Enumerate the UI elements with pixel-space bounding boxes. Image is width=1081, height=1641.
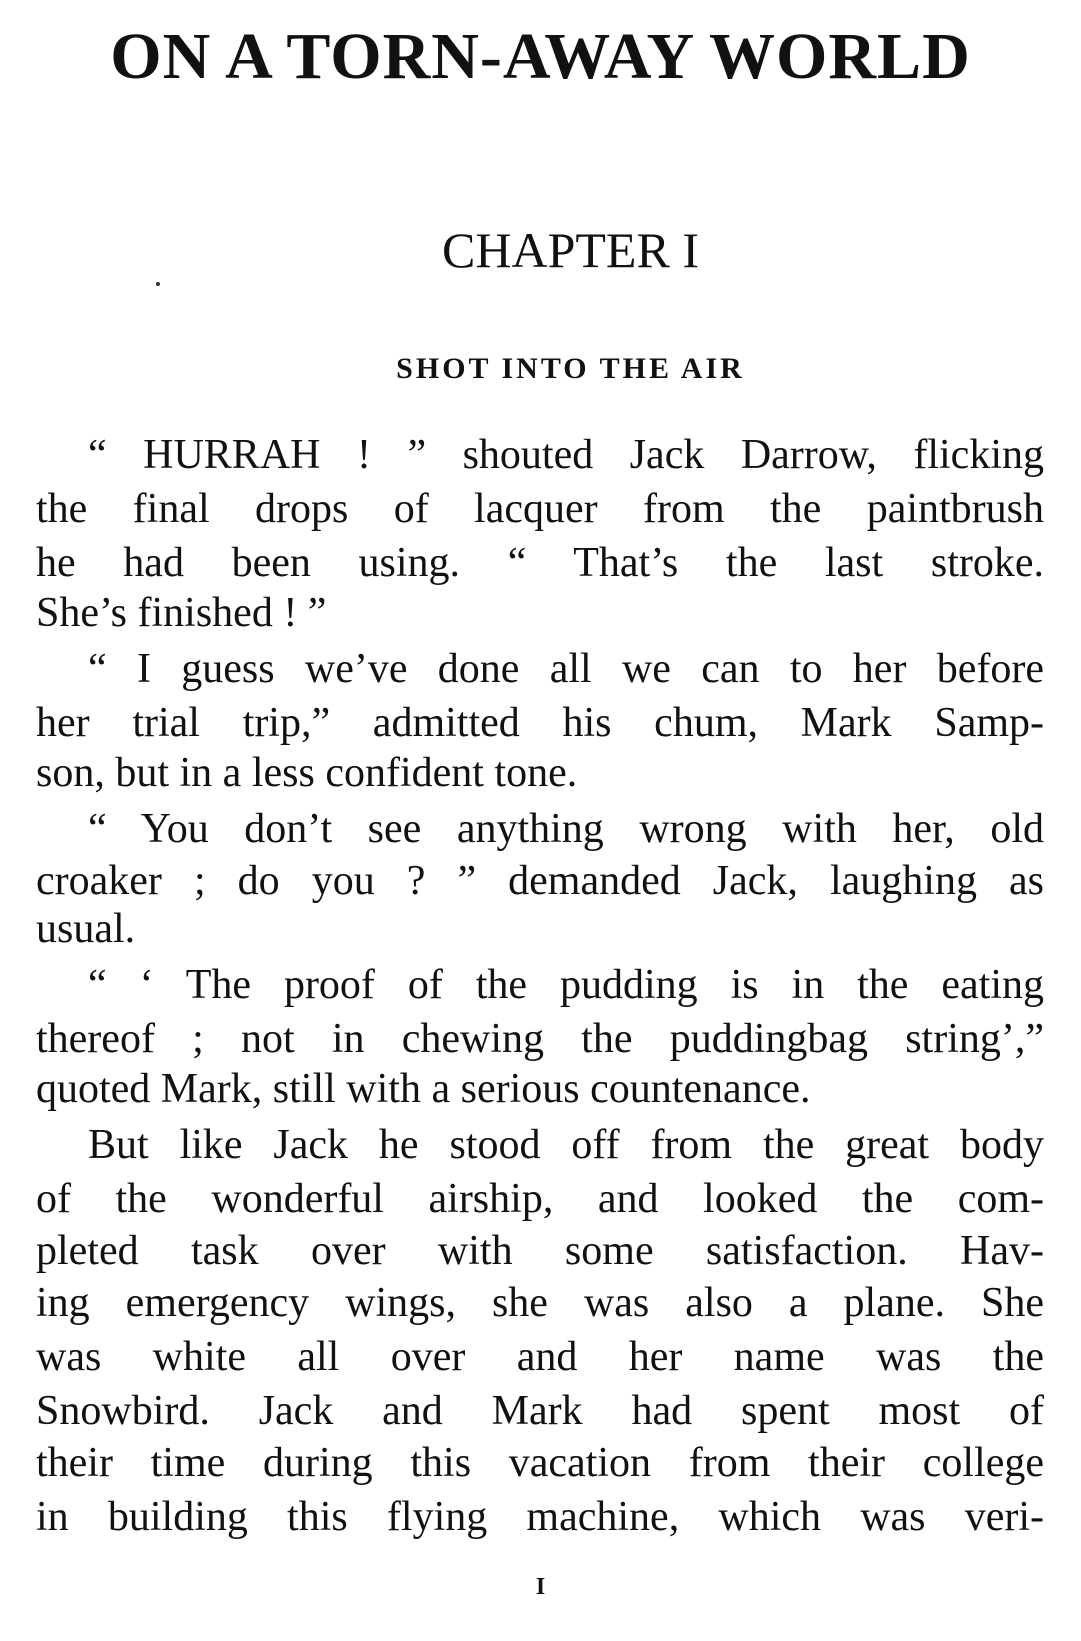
text-line: “ You don’t see anything wrong with her, old [88, 806, 1044, 852]
running-book-title: ON A TORN-AWAY WORLD [110, 20, 971, 93]
chapter-title: SHOT INTO THE AIR [396, 352, 745, 385]
text-line: thereof ; not in chewing the puddingbag string’,” [36, 1016, 1044, 1062]
ink-speck [156, 282, 160, 286]
text-line: son, but in a less confident tone. [36, 750, 578, 796]
text-line: “ I guess we’ve done all we can to her before [88, 646, 1044, 692]
text-line: “ HURRAH ! ” shouted Jack Darrow, flicking [88, 432, 1044, 478]
text-line: quoted Mark, still with a serious countenance. [36, 1066, 811, 1112]
text-line: the final drops of lacquer from the paintbrush [36, 486, 1044, 532]
text-line: croaker ; do you ? ” demanded Jack, laughing as [36, 858, 1044, 904]
text-line: “ ‘ The proof of the pudding is in the eating [88, 962, 1044, 1008]
text-line: of the wonderful airship, and looked the com- [36, 1176, 1044, 1222]
text-line: Snowbird. Jack and Mark had spent most of [36, 1388, 1044, 1434]
text-line: their time during this vacation from their college [36, 1440, 1044, 1486]
text-line: But like Jack he stood off from the great body [88, 1122, 1044, 1168]
text-line: her trial trip,” admitted his chum, Mark Samp- [36, 700, 1044, 746]
text-line: was white all over and her name was the [36, 1334, 1044, 1380]
text-line: She’s finished ! ” [36, 590, 327, 636]
text-line: ing emergency wings, she was also a plane. She [36, 1280, 1044, 1326]
text-line: usual. [36, 906, 136, 952]
text-line: he had been using. “ That’s the last stroke. [36, 540, 1044, 586]
text-line: in building this flying machine, which was veri- [36, 1494, 1044, 1540]
text-line: pleted task over with some satisfaction. Hav- [36, 1228, 1044, 1274]
chapter-number: CHAPTER I [442, 222, 699, 278]
page-number: I [535, 1574, 546, 1600]
